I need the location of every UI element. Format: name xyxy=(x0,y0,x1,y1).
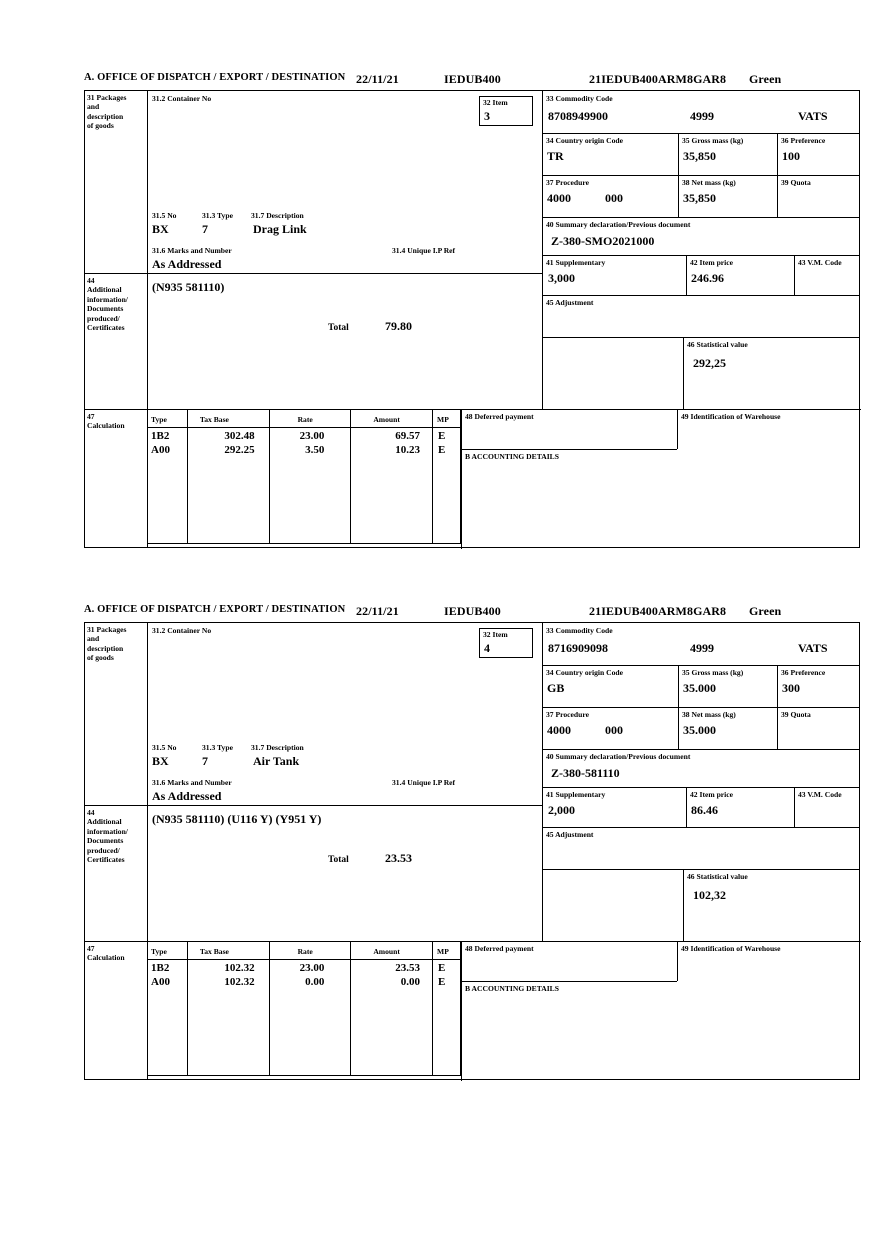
divider-38-39 xyxy=(777,175,778,217)
box-44-label-l2: Additional xyxy=(87,817,122,827)
row-1-base: 292.25 xyxy=(224,443,255,456)
divider-under-34-36 xyxy=(542,707,860,708)
divider-under-box-40 xyxy=(542,255,860,256)
box-31-label xyxy=(87,93,145,131)
box-31-5-no-value: BX xyxy=(152,222,169,236)
customs-declaration-form-1 xyxy=(84,70,860,461)
box-32-label: 32 Item xyxy=(483,98,508,107)
divider-under-box-48 xyxy=(461,449,677,450)
box-35-label: 35 Gross mass (kg) xyxy=(682,668,744,677)
divider-46-left xyxy=(683,869,684,941)
row-0-amount: 69.57 xyxy=(395,429,421,442)
box-33-tax-type: VATS xyxy=(798,109,828,123)
box-46-label: 46 Statistical value xyxy=(687,872,748,881)
box-31-label-l3: description xyxy=(87,111,124,121)
box-31-label-l4: of goods xyxy=(87,121,114,131)
row-1-base: 102.32 xyxy=(224,975,255,988)
box-40-value: Z-380-SMO2021000 xyxy=(551,234,655,248)
row-1-type: A00 xyxy=(151,975,170,988)
box-49-label: 49 Identification of Warehouse xyxy=(681,944,781,953)
box-47-label-l2: Calculation xyxy=(87,421,125,431)
box-31-6-marks-label: 31.6 Marks and Number xyxy=(152,246,232,255)
row-1-rate: 3.50 xyxy=(305,443,325,456)
box-36-label: 36 Preference xyxy=(781,668,826,677)
divider-under-box-45 xyxy=(542,337,860,338)
box-43-label: 43 V.M. Code xyxy=(798,258,842,267)
col-type: Type xyxy=(151,946,167,956)
box-38-label: 38 Net mass (kg) xyxy=(682,178,736,187)
box-31-7-description-value: Air Tank xyxy=(253,754,300,768)
box-33-label: 33 Commodity Code xyxy=(546,94,613,103)
box-31-2-container-label: 31.2 Container No xyxy=(152,626,212,635)
box-43-label: 43 V.M. Code xyxy=(798,790,842,799)
box-37-value2: 000 xyxy=(605,723,623,737)
box-31-label-l2: and xyxy=(87,634,100,644)
box-32-label: 32 Item xyxy=(483,630,508,639)
divider-under-box-45 xyxy=(542,869,860,870)
total-value: 23.53 xyxy=(385,851,412,865)
box-31-5-no-value: BX xyxy=(152,754,169,768)
box-34-label: 34 Country origin Code xyxy=(546,668,623,677)
box-33-tax-type: VATS xyxy=(798,641,828,655)
box-31-6-marks-value: As Addressed xyxy=(152,789,222,803)
table-row xyxy=(148,444,461,544)
header-date: 22/11/21 xyxy=(356,72,399,86)
col-rate: Rate xyxy=(297,946,313,956)
row-1-mp: E xyxy=(438,975,446,988)
box-47-label xyxy=(87,412,145,431)
row-0-base: 302.48 xyxy=(224,429,255,442)
box-38-value: 35.000 xyxy=(683,723,716,737)
row-0-type: 1B2 xyxy=(151,429,170,442)
divider-under-37-39 xyxy=(542,749,860,750)
box-47-label xyxy=(87,944,145,963)
box-35-value: 35.000 xyxy=(683,681,716,695)
col-tax-base: Tax Base xyxy=(199,414,229,424)
box-31-label-l2: and xyxy=(87,102,100,112)
divider-under-41-43 xyxy=(542,295,860,296)
box-32-item xyxy=(479,628,533,658)
divider-48-49 xyxy=(677,941,678,981)
box-33-label: 33 Commodity Code xyxy=(546,626,613,635)
box-37-value2: 000 xyxy=(605,191,623,205)
col-amount: Amount xyxy=(373,946,400,956)
divider-under-box-33 xyxy=(542,665,860,666)
box-42-value: 86.46 xyxy=(691,803,718,817)
box-44-label-l2: Additional xyxy=(87,285,122,295)
box-32-item xyxy=(479,96,533,126)
box-44-value: (N935 581110) xyxy=(152,280,225,294)
form-header xyxy=(84,70,860,90)
table-row xyxy=(148,976,461,1076)
box-34-value: GB xyxy=(547,681,565,695)
row-0-type: 1B2 xyxy=(151,961,170,974)
box-48-label: 48 Deferred payment xyxy=(465,412,534,421)
box-44-label-l3: information/ xyxy=(87,826,128,836)
row-1-mp: E xyxy=(438,443,446,456)
box-34-value: TR xyxy=(547,149,564,163)
box-44-label-l1: 44 xyxy=(87,808,95,817)
header-office-code: IEDUB400 xyxy=(444,72,501,86)
box-31-label-l4: of goods xyxy=(87,653,114,663)
box-31-2-container-label: 31.2 Container No xyxy=(152,94,212,103)
box-47-label-l1: 47 xyxy=(87,944,95,953)
divider-34-35 xyxy=(678,133,679,175)
box-40-value: Z-380-581110 xyxy=(551,766,620,780)
divider-48-49 xyxy=(677,409,678,449)
box-41-label: 41 Supplementary xyxy=(546,790,606,799)
box-37-value: 4000 xyxy=(547,191,571,205)
divider-under-box-31 xyxy=(85,273,542,274)
box-44-label-l5: produced/ xyxy=(87,313,120,323)
col-rate: Rate xyxy=(297,414,313,424)
box-41-label: 41 Supplementary xyxy=(546,258,606,267)
box-46-value: 292,25 xyxy=(693,356,726,370)
box-44-label-l4: Documents xyxy=(87,304,124,314)
box-b-label: B ACCOUNTING DETAILS xyxy=(465,452,559,461)
office-of-dispatch-label: A. OFFICE OF DISPATCH / EXPORT / DESTINATION xyxy=(84,72,346,83)
row-0-mp: E xyxy=(438,429,446,442)
box-41-value: 3,000 xyxy=(548,271,575,285)
table-header-row xyxy=(148,410,461,428)
divider-35-36 xyxy=(777,133,778,175)
box-38-value: 35,850 xyxy=(683,191,716,205)
row-1-amount: 10.23 xyxy=(395,443,421,456)
col-mp: MP xyxy=(437,414,449,424)
header-date: 22/11/21 xyxy=(356,604,399,618)
box-31-3-type-label: 31.3 Type xyxy=(202,211,233,220)
divider-42-43 xyxy=(794,255,795,295)
form-frame xyxy=(84,622,860,1080)
divider-under-box-31 xyxy=(85,805,542,806)
divider-35-36 xyxy=(777,665,778,707)
box-37-label: 37 Procedure xyxy=(546,178,589,187)
divider-under-box-48 xyxy=(461,981,677,982)
box-45-label: 45 Adjustment xyxy=(546,298,594,307)
box-42-label: 42 Item price xyxy=(690,790,734,799)
box-44-label-l3: information/ xyxy=(87,294,128,304)
box-32-value: 4 xyxy=(484,641,490,655)
divider-37-38 xyxy=(678,175,679,217)
box-44-label-l5: produced/ xyxy=(87,845,120,855)
box-44-label xyxy=(87,808,145,865)
box-31-3-type-label: 31.3 Type xyxy=(202,743,233,752)
office-of-dispatch-label: A. OFFICE OF DISPATCH / EXPORT / DESTINATION xyxy=(84,604,346,615)
box-31-7-description-label: 31.7 Description xyxy=(251,211,304,220)
divider-42-43 xyxy=(794,787,795,827)
box-44-label-l4: Documents xyxy=(87,836,124,846)
box-49-label: 49 Identification of Warehouse xyxy=(681,412,781,421)
box-47-label-l1: 47 xyxy=(87,412,95,421)
box-36-value: 300 xyxy=(782,681,800,695)
row-1-rate: 0.00 xyxy=(305,975,325,988)
row-0-mp: E xyxy=(438,961,446,974)
divider-under-box-40 xyxy=(542,787,860,788)
box-47-label-l2: Calculation xyxy=(87,953,125,963)
box-42-label: 42 Item price xyxy=(690,258,734,267)
box-32-value: 3 xyxy=(484,109,490,123)
box-35-value: 35,850 xyxy=(683,149,716,163)
box-47-calculation-table xyxy=(147,409,461,544)
box-31-6-marks-label: 31.6 Marks and Number xyxy=(152,778,232,787)
box-38-label: 38 Net mass (kg) xyxy=(682,710,736,719)
box-44-label-l1: 44 xyxy=(87,276,95,285)
box-31-label-l1: 31 Packages xyxy=(87,625,127,634)
total-label: Total xyxy=(328,323,349,333)
box-31-6-marks-value: As Addressed xyxy=(152,257,222,271)
box-44-label xyxy=(87,276,145,333)
divider-38-39 xyxy=(777,707,778,749)
box-40-label: 40 Summary declaration/Previous document xyxy=(546,220,691,229)
box-46-label: 46 Statistical value xyxy=(687,340,748,349)
header-mrn: 21IEDUB400ARM8GAR8 xyxy=(589,72,727,86)
box-40-label: 40 Summary declaration/Previous document xyxy=(546,752,691,761)
row-0-rate: 23.00 xyxy=(299,429,325,442)
col-type: Type xyxy=(151,414,167,424)
header-routing-lane: Green xyxy=(749,72,782,86)
divider-under-box-33 xyxy=(542,133,860,134)
header-routing-lane: Green xyxy=(749,604,782,618)
divider-under-41-43 xyxy=(542,827,860,828)
box-37-label: 37 Procedure xyxy=(546,710,589,719)
box-37-value: 4000 xyxy=(547,723,571,737)
form-header xyxy=(84,602,860,622)
header-office-code: IEDUB400 xyxy=(444,604,501,618)
box-44-value: (N935 581110) (U116 Y) (Y951 Y) xyxy=(152,812,322,826)
divider-37-38 xyxy=(678,707,679,749)
box-31-label xyxy=(87,625,145,663)
total-label: Total xyxy=(328,855,349,865)
box-44-label-l6: Certificates xyxy=(87,855,125,865)
box-47-calculation-table xyxy=(147,941,461,1076)
row-0-amount: 23.53 xyxy=(395,961,421,974)
box-39-label: 39 Quota xyxy=(781,178,811,187)
box-31-5-no-label: 31.5 No xyxy=(152,743,177,752)
form-frame xyxy=(84,90,860,548)
box-31-4-uniq-label: 31.4 Unique I.P Ref xyxy=(392,246,456,255)
header-mrn: 21IEDUB400ARM8GAR8 xyxy=(589,604,727,618)
dotted-divider-box-46 xyxy=(542,337,543,409)
divider-34-35 xyxy=(678,665,679,707)
col-mp: MP xyxy=(437,946,449,956)
box-31-7-description-value: Drag Link xyxy=(253,222,307,236)
col-amount: Amount xyxy=(373,414,400,424)
box-31-5-no-label: 31.5 No xyxy=(152,211,177,220)
total-value: 79.80 xyxy=(385,319,412,333)
box-33-commodity-sub: 4999 xyxy=(690,641,714,655)
divider-46-left xyxy=(683,337,684,409)
box-36-value: 100 xyxy=(782,149,800,163)
row-1-type: A00 xyxy=(151,443,170,456)
box-41-value: 2,000 xyxy=(548,803,575,817)
row-1-amount: 0.00 xyxy=(400,975,421,988)
divider-under-37-39 xyxy=(542,217,860,218)
divider-left-of-box-48 xyxy=(461,409,462,549)
table-header-row xyxy=(148,942,461,960)
divider-41-42 xyxy=(686,255,687,295)
row-0-base: 102.32 xyxy=(224,961,255,974)
box-34-label: 34 Country origin Code xyxy=(546,136,623,145)
divider-41-42 xyxy=(686,787,687,827)
divider-under-34-36 xyxy=(542,175,860,176)
divider-left-of-box-48 xyxy=(461,941,462,1081)
table-row xyxy=(148,428,461,444)
box-33-commodity-code: 8716909098 xyxy=(548,641,608,655)
box-48-label: 48 Deferred payment xyxy=(465,944,534,953)
box-31-label-l1: 31 Packages xyxy=(87,93,127,102)
box-33-commodity-sub: 4999 xyxy=(690,109,714,123)
box-45-label: 45 Adjustment xyxy=(546,830,594,839)
customs-declaration-form-2 xyxy=(84,602,860,993)
box-31-3-type-value: 7 xyxy=(202,222,208,236)
box-31-label-l3: description xyxy=(87,643,124,653)
box-35-label: 35 Gross mass (kg) xyxy=(682,136,744,145)
col-tax-base: Tax Base xyxy=(199,946,229,956)
box-31-7-description-label: 31.7 Description xyxy=(251,743,304,752)
dotted-divider-box-46 xyxy=(542,869,543,941)
box-42-value: 246.96 xyxy=(691,271,724,285)
box-b-label: B ACCOUNTING DETAILS xyxy=(465,984,559,993)
box-39-label: 39 Quota xyxy=(781,710,811,719)
box-31-3-type-value: 7 xyxy=(202,754,208,768)
row-0-rate: 23.00 xyxy=(299,961,325,974)
box-31-4-uniq-label: 31.4 Unique I.P Ref xyxy=(392,778,456,787)
box-44-label-l6: Certificates xyxy=(87,323,125,333)
box-46-value: 102,32 xyxy=(693,888,726,902)
box-36-label: 36 Preference xyxy=(781,136,826,145)
table-row xyxy=(148,960,461,976)
box-33-commodity-code: 8708949900 xyxy=(548,109,608,123)
